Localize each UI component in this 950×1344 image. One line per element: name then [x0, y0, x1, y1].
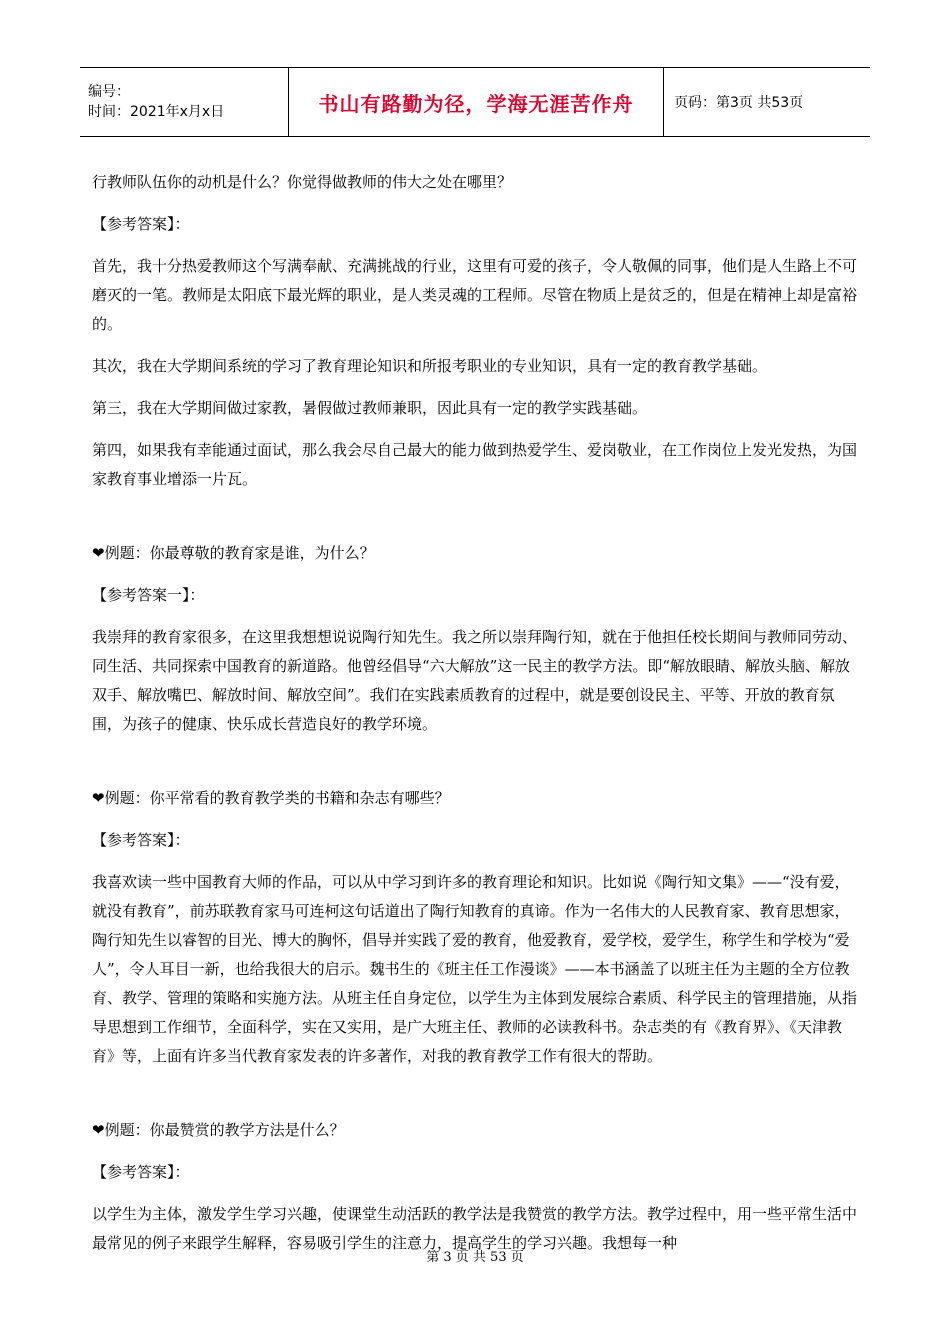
page-header	[80, 67, 870, 137]
paragraph: 以学生为主体，激发学生学习兴趣，使课堂生动活跃的教学法是我赞赏的教学方法。教学过程中，用一些平常生活中最常见的例子来跟学生解释，容易吸引学生的注意力，提高学生的学习兴趣。我想每一种	[92, 1205, 858, 1252]
answer-heading: 【参考答案】：	[92, 831, 190, 849]
number-label: 编号：	[88, 84, 130, 100]
paragraph: 第三，我在大学期间做过家教，暑假做过教师兼职，因此具有一定的教学实践基础。	[92, 399, 648, 417]
paragraph: 我崇拜的教育家很多，在这里我想想说说陶行知先生。我之所以崇拜陶行知，就在于他担任校长期间与教师同劳动、同生活、共同探索中国教育的新道路。他曾经倡导“六大解放”这一民主的教学方法。即“解放眼睛、解放头脑、解放双手、解放嘴巴、解放时间、解放空间”。我们在实践素质教育的过程中，就是要创设民主、平等、开放的教育氛围，为孩子的健康、快乐成长营造良好的教学环境。	[92, 628, 858, 733]
paragraph: 首先，我十分热爱教师这个写满奉献、充满挑战的行业，这里有可爱的孩子，令人敬佩的同事，他们是人生路上不可磨灭的一笔。教师是太阳底下最光辉的职业，是人类灵魂的工程师。尽管在物质上是贫乏的，但是在精神上却是富裕的。	[92, 257, 858, 333]
answer-heading: 【参考答案一】：	[92, 586, 205, 604]
header-page-info	[664, 68, 803, 136]
question-heading: ❤例题：你最赞赏的教学方法是什么？	[92, 1121, 345, 1139]
paragraph: 其次，我在大学期间系统的学习了教育理论知识和所报考职业的专业知识，具有一定的教育教学基础。	[92, 357, 768, 375]
page-info: 页码：第3页 共53页	[674, 95, 804, 111]
motto: 书山有路勤为径，学海无涯苦作舟	[318, 91, 634, 116]
paragraph: 行教师队伍你的动机是什么？你觉得做教师的伟大之处在哪里？	[92, 173, 513, 191]
time-label: 时间：2021年x月x日	[88, 104, 225, 120]
page-footer: 第 3 页 共 53 页	[426, 1250, 524, 1265]
answer-heading: 【参考答案】：	[92, 215, 190, 233]
answer-heading: 【参考答案】：	[92, 1163, 190, 1181]
document-body	[92, 168, 860, 1258]
header-meta	[80, 68, 288, 136]
header-motto-cell	[288, 68, 664, 136]
paragraph: 我喜欢读一些中国教育大师的作品，可以从中学习到许多的教育理论和知识。比如说《陶行知文集》——“没有爱，就没有教育”，前苏联教育家马可连柯这句话道出了陶行知教育的真谛。作为一名伟大的人民教育家、教育思想家，陶行知先生以睿智的目光、博大的胸怀，倡导并实践了爱的教育，他爱教育，爱学校，爱学生，称学生和学校为“爱人”，令人耳目一新，也给我很大的启示。魏书生的《班主任工作漫谈》——本书涵盖了以班主任为主题的全方位教育、教学、管理的策略和实施方法。从班主任自身定位，以学生为主体到发展综合素质、科学民主的管理措施，从指导思想到工作细节，全面科学，实在又实用，是广大班主任、教师的必读教科书。杂志类的有《教育界》、《天津教育》等，上面有许多当代教育家发表的许多著作，对我的教育教学工作有很大的帮助。	[92, 873, 858, 1065]
question-heading: ❤例题：你平常看的教育教学类的书籍和杂志有哪些？	[92, 789, 450, 807]
question-heading: ❤例题：你最尊敬的教育家是谁，为什么？	[92, 544, 375, 562]
paragraph: 第四，如果我有幸能通过面试，那么我会尽自己最大的能力做到热爱学生、爱岗敬业，在工作岗位上发光发热，为国家教育事业增添一片瓦。	[92, 441, 858, 488]
